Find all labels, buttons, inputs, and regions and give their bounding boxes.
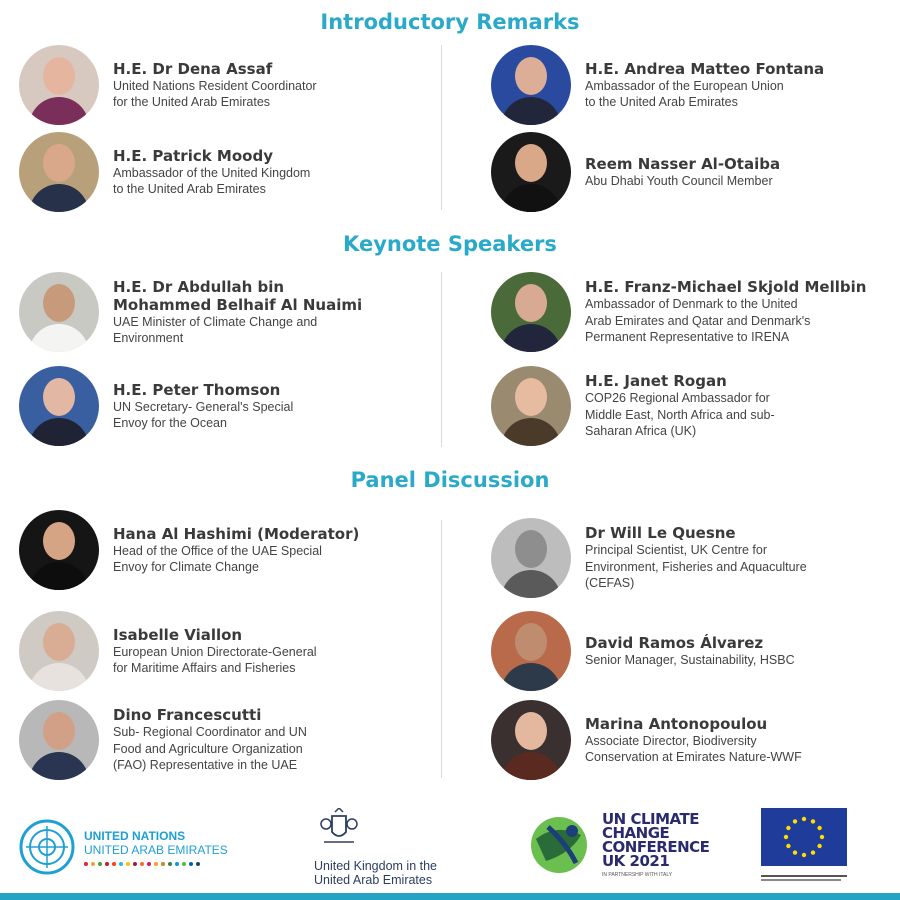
speaker-role: European Union Directorate-General for Maritime Affairs and Fisheries bbox=[113, 644, 317, 675]
speaker-name: H.E. Janet Rogan bbox=[585, 372, 727, 391]
divider-keynote bbox=[441, 272, 442, 447]
speaker-role: Abu Dhabi Youth Council Member bbox=[585, 173, 773, 188]
speaker-name: Dr Will Le Quesne bbox=[585, 524, 736, 543]
speaker-name: H.E. Peter Thomson bbox=[113, 380, 281, 399]
speaker-name: H.E. Franz-Michael Skjold Mellbin bbox=[585, 278, 867, 297]
speaker-marina-antonopoulou bbox=[491, 700, 802, 780]
speaker-photo bbox=[19, 272, 99, 352]
speaker-role: United Nations Resident Coordinator for the United Arab Emirates bbox=[113, 78, 317, 109]
section-title-keynote: Keynote Speakers bbox=[343, 232, 557, 256]
eu-delegation-logo bbox=[761, 808, 847, 881]
speaker-photo bbox=[19, 700, 99, 780]
divider-intro bbox=[441, 45, 442, 210]
cop-line-1: UN CLIMATE bbox=[602, 810, 699, 828]
speaker-name: Isabelle Viallon bbox=[113, 625, 243, 644]
speaker-abdullah-al-nuaimi bbox=[19, 272, 362, 352]
speaker-photo bbox=[19, 45, 99, 125]
eu-flag-icon bbox=[761, 808, 847, 866]
speaker-andrea-fontana bbox=[491, 45, 824, 125]
speaker-photo bbox=[491, 132, 571, 212]
cop-line-2: CHANGE bbox=[602, 824, 670, 842]
eu-logo-caption-lines bbox=[761, 875, 847, 881]
speaker-franz-michael-mellbin bbox=[491, 272, 866, 352]
speaker-will-le-quesne bbox=[491, 518, 807, 598]
divider-panel bbox=[441, 520, 442, 778]
footer-accent-bar bbox=[0, 893, 900, 900]
un-emblem-icon bbox=[18, 818, 76, 876]
speaker-name: Dino Francescutti bbox=[113, 706, 262, 725]
speaker-janet-rogan bbox=[491, 366, 775, 446]
speaker-isabelle-viallon bbox=[19, 611, 317, 691]
speaker-david-ramos-alvarez bbox=[491, 611, 795, 691]
speaker-role: Associate Director, Biodiversity Conservation at Emirates Nature-WWF bbox=[585, 733, 802, 764]
speaker-photo bbox=[491, 366, 571, 446]
speaker-role: Head of the Office of the UAE Special Envoy for Climate Change bbox=[113, 543, 322, 574]
speaker-dena-assaf bbox=[19, 45, 317, 125]
speaker-name: H.E. Andrea Matteo Fontana bbox=[585, 59, 825, 78]
speaker-hana-al-hashimi bbox=[19, 510, 359, 590]
speaker-role: COP26 Regional Ambassador for Middle East, North Africa and sub- Saharan Africa (UK) bbox=[585, 391, 775, 439]
speaker-photo bbox=[491, 518, 571, 598]
speaker-photo bbox=[19, 132, 99, 212]
speaker-role: UN Secretary- General's Special Envoy for the Ocean bbox=[113, 399, 294, 430]
speaker-role: Ambassador of the European Union to the United Arab Emirates bbox=[585, 78, 784, 109]
cop26-logo bbox=[526, 812, 709, 878]
cop-partnership-text: IN PARTNERSHIP WITH ITALY bbox=[602, 872, 673, 878]
speaker-photo bbox=[491, 272, 571, 352]
speaker-role: UAE Minister of Climate Change and Environment bbox=[113, 314, 318, 345]
speaker-role: Senior Manager, Sustainability, HSBC bbox=[585, 652, 795, 667]
speaker-photo bbox=[491, 45, 571, 125]
cop-line-3: CONFERENCE bbox=[602, 838, 710, 856]
un-logo-line2: UNITED ARAB EMIRATES bbox=[84, 842, 228, 857]
speaker-role: Principal Scientist, UK Centre for Environment, Fisheries and Aquaculture (CEFAS) bbox=[585, 543, 807, 591]
speaker-name: Reem Nasser Al-Otaiba bbox=[585, 154, 781, 173]
uk-logo-line1: United Kingdom in the bbox=[314, 859, 437, 873]
un-uae-logo bbox=[18, 818, 228, 876]
cop-line-4: UK 2021 bbox=[602, 852, 670, 870]
speaker-name: Marina Antonopoulou bbox=[585, 714, 768, 733]
speaker-patrick-moody bbox=[19, 132, 310, 212]
section-title-introductory: Introductory Remarks bbox=[320, 10, 580, 34]
speaker-name: H.E. Dr Dena Assaf bbox=[113, 59, 273, 78]
speaker-name: David Ramos Álvarez bbox=[585, 633, 764, 652]
speaker-photo bbox=[491, 611, 571, 691]
speaker-photo bbox=[19, 366, 99, 446]
speaker-role: Ambassador of the United Kingdom to the United Arab Emirates bbox=[113, 165, 311, 196]
speaker-name: H.E. Dr Abdullah bin Mohammed Belhaif Al Nuaimi bbox=[113, 277, 363, 314]
speaker-name: Hana Al Hashimi (Moderator) bbox=[113, 524, 360, 543]
speaker-name: H.E. Patrick Moody bbox=[113, 146, 273, 165]
speaker-role: Ambassador of Denmark to the United Arab Emirates and Qatar and Denmark's Permanent Representative to IRENA bbox=[585, 297, 811, 345]
uk-uae-logo bbox=[314, 808, 437, 887]
speaker-role: Sub- Regional Coordinator and UN Food and Agriculture Organization (FAO) Representative in the UAE bbox=[113, 725, 307, 773]
speaker-photo bbox=[491, 700, 571, 780]
un-logo-line1: UNITED NATIONS bbox=[84, 828, 186, 843]
sdg-dots bbox=[84, 862, 228, 866]
speaker-photo bbox=[19, 611, 99, 691]
speaker-peter-thomson bbox=[19, 366, 293, 446]
royal-coat-of-arms-icon bbox=[314, 808, 364, 848]
speaker-reem-al-otaiba bbox=[491, 132, 780, 212]
section-title-panel: Panel Discussion bbox=[350, 468, 550, 492]
uk-logo-line2: United Arab Emirates bbox=[314, 873, 433, 887]
speaker-photo bbox=[19, 510, 99, 590]
speaker-dino-francescutti bbox=[19, 700, 307, 780]
cop26-globe-icon bbox=[526, 813, 596, 877]
